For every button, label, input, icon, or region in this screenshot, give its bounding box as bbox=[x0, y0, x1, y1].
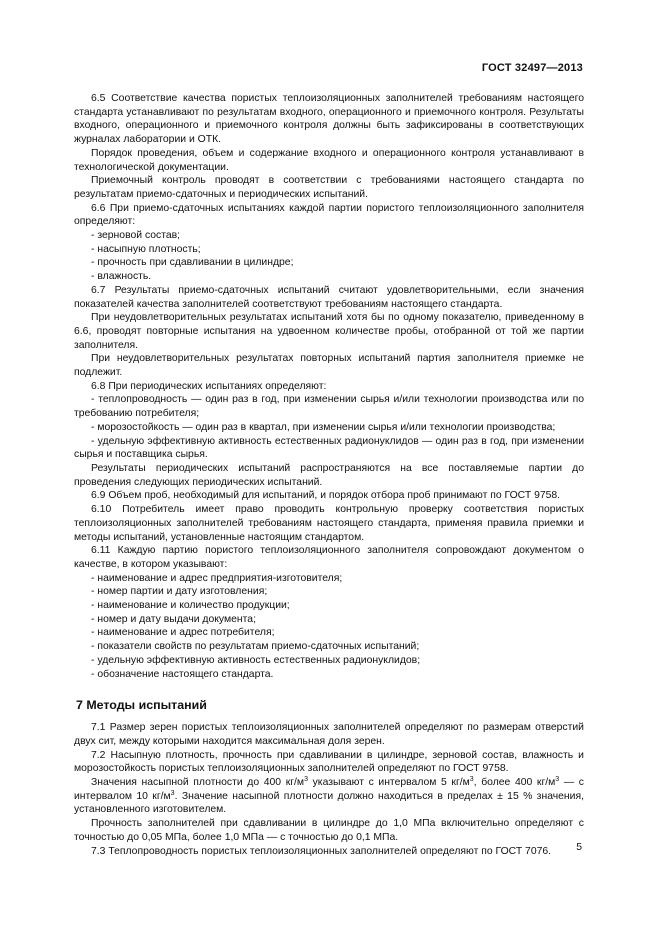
paragraph-6-5-procedure: Порядок проведения, объем и содержание входного и операционного контроля устанавливают в технологической документации. bbox=[74, 147, 584, 173]
list-item: - наименование и адрес предприятия-изготовителя; bbox=[91, 572, 343, 584]
list-item: - обозначение настоящего стандарта. bbox=[91, 668, 274, 680]
document-body bbox=[74, 92, 584, 858]
paragraph-7-3: 7.3 Теплопроводность пористых теплоизоляционных заполнителей определяют по ГОСТ 7076. bbox=[91, 845, 552, 857]
document-header: ГОСТ 32497—2013 bbox=[481, 62, 583, 74]
list-item: - номер партии и дату изготовления; bbox=[91, 586, 268, 598]
paragraph-6-10: 6.10 Потребитель имеет право проводить контрольную проверку соответствия пористых теплоизоляционных заполнителей требованиям настоящего стандарта, применяя правила приемки и методы испытаний, установленные настоящим стандартом. bbox=[74, 504, 584, 543]
paragraph-7-2-strength: Прочность заполнителей при сдавливании в цилиндре до 1,0 МПа включительно определяют с точностью до 0,05 МПа, более 1,0 МПа — с точностью до 0,1 МПа. bbox=[74, 818, 584, 843]
list-item: - зерновой состав; bbox=[91, 230, 181, 242]
paragraph-6-7-repeat: При неудовлетворительных результатах испытаний хотя бы по одному показателю, приведенному в 6.6, проводят повторные испытания на удвоенном количестве пробы, отобранной от той же партии заполнителя. bbox=[74, 312, 584, 351]
page-number: 5 bbox=[576, 842, 582, 853]
paragraph-7-1: 7.1 Размер зерен пористых теплоизоляционных заполнителей определяют по размерам отверстий двух сит, между которыми находится максимальная доля зерен. bbox=[74, 722, 584, 747]
paragraph-7-2-density: Значения насыпной плотности до 400 $кг/м^3$ указывают с интервалом 5 $кг/м^3$, более 400 $кг/м^3$ — с интервалом 10 $кг/м^3$. Значение насыпной плотности должно находиться в пределах ± 15 % значения, установленного изготовителем. bbox=[74, 776, 584, 816]
list-item: - номер и дату выдачи документа; bbox=[91, 613, 256, 625]
paragraph-6-11: 6.11 Каждую партию пористого теплоизоляционного заполнителя сопровождают документом о качестве, в котором указывают: bbox=[74, 545, 584, 570]
list-item: - наименование и адрес потребителя; bbox=[91, 627, 275, 639]
list-item: - показатели свойств по результатам приемо-сдаточных испытаний; bbox=[91, 641, 420, 653]
paragraph-6-6: 6.6 При приемо-сдаточных испытаниях каждой партии пористого теплоизоляционного заполнителя определяют: bbox=[74, 202, 584, 228]
list-item: - влажность. bbox=[91, 271, 152, 283]
list-item: - теплопроводность — один раз в год, при изменении сырья и/или технологии производства или по требованию потребителя; bbox=[74, 394, 584, 420]
list-item: - насыпную плотность; bbox=[91, 243, 201, 255]
paragraph-7-2: 7.2 Насыпную плотность, прочность при сдавливании в цилиндре, зерновой состав, влажность и морозостойкость пористых теплоизоляционных заполнителей определяют по ГОСТ 9758. bbox=[74, 749, 584, 775]
paragraph-6-5-acceptance: Приемочный контроль проводят в соответствии с требованиями настоящего стандарта по результатам приемо-сдаточных и периодических испытаний. bbox=[74, 175, 584, 200]
paragraph-6-9: 6.9 Объем проб, необходимый для испытаний, и порядок отбора проб принимают по ГОСТ 9758. bbox=[91, 490, 561, 502]
list-item: - морозостойкость — один раз в квартал, при изменении сырья и/или технологии производства; bbox=[91, 421, 556, 433]
list-item: - прочность при сдавливании в цилиндре; bbox=[91, 257, 294, 269]
section-7-title: 7 Методы испытаний bbox=[76, 698, 207, 713]
paragraph-6-7: 6.7 Результаты приемо-сдаточных испытаний считают удовлетворительными, если значения показателей качества заполнителей соответствуют требованиям настоящего стандарта. bbox=[74, 284, 584, 310]
list-item: - удельную эффективную активность естественных радионуклидов — один раз в год, при изменении сырья и поставщика сырья. bbox=[74, 435, 584, 461]
list-item: - удельную эффективную активность естественных радионуклидов; bbox=[91, 654, 421, 666]
paragraph-6-7-reject: При неудовлетворительных результатах повторных испытаний партия заполнителя приемке не подлежит. bbox=[74, 353, 584, 379]
paragraph-6-5: 6.5 Соответствие качества пористых теплоизоляционных заполнителей требованиям настоящего стандарта устанавливают по результатам входного, операционного и приемочного контроля. Результаты входного, операционного и приемочного контроля должны быть зафиксированы в соответствующих журналах лаборатории и ОТК. bbox=[74, 93, 584, 146]
paragraph-6-8-results: Результаты периодических испытаний распространяются на все поставляемые партии до проведения следующих периодических испытаний. bbox=[74, 462, 584, 488]
list-item: - наименование и количество продукции; bbox=[91, 600, 290, 612]
paragraph-6-8: 6.8 При периодических испытаниях определяют: bbox=[91, 380, 327, 392]
